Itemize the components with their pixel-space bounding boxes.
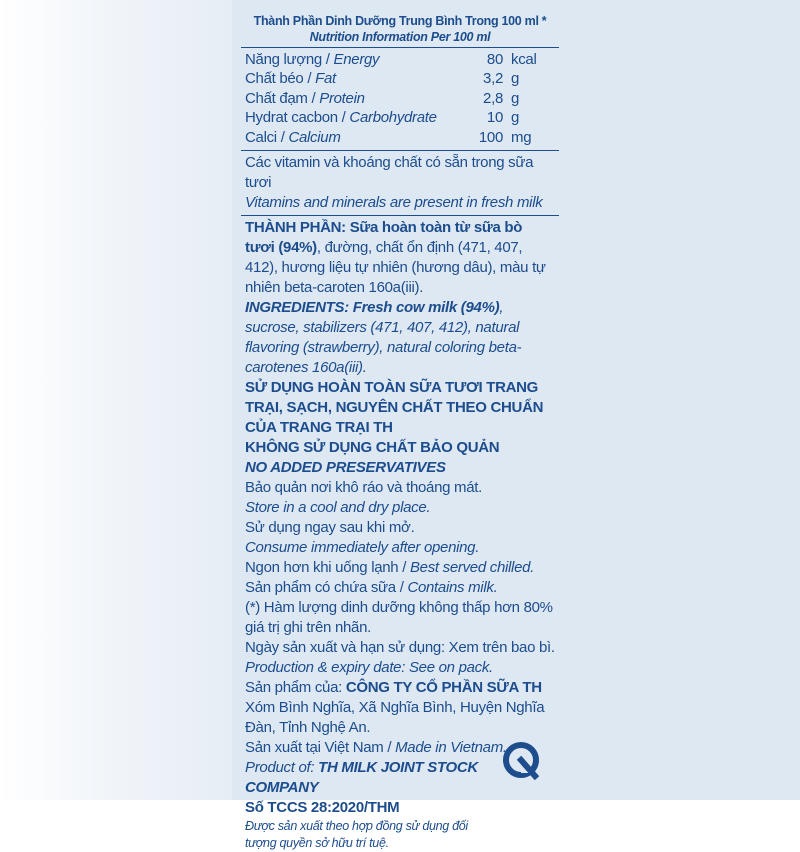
nutrient-value: 2,8 [483, 89, 503, 107]
nutrition-row [245, 128, 555, 148]
nutrient-name-en: Calcium [288, 128, 341, 146]
nutrition-row [245, 50, 555, 70]
nutrient-name-vn: Hydrat cacbon / [245, 109, 350, 127]
nutrient-value: 3,2 [483, 70, 503, 88]
farm-claim: SỬ DỤNG HOÀN TOÀN SỮA TƯƠI TRANG TRẠI, SẠCH, NGUYÊN CHẤT THEO CHUẨN CỦA TRANG TRẠI TH [245, 378, 544, 436]
company-en: TH MILK JOINT STOCK COMPANY [245, 758, 478, 796]
nutrient-value: 100 [478, 128, 503, 146]
nutrition-label [245, 13, 555, 852]
nutrient-name-en: Carbohydrate [349, 109, 437, 127]
nutrient-value: 80 [486, 50, 503, 68]
nutrition-table [245, 50, 555, 148]
vitamins-note-en: Vitamins and minerals are present in fresh milk [245, 193, 543, 211]
nutrient-unit: mg [511, 128, 532, 146]
dates-vn: Ngày sản xuất và hạn sử dụng: Xem trên bao bì. [245, 638, 555, 656]
address: Xóm Bình Nghĩa, Xã Nghĩa Bình, Huyện Nghĩa Đàn, Tỉnh Nghệ An. [245, 698, 545, 736]
nutrient-value: 10 [486, 109, 503, 127]
nutrition-title-en: Nutrition Information Per 100 ml [309, 30, 491, 44]
nutrition-row [245, 109, 555, 129]
ingredients-vn-head: THÀNH PHẦN: Sữa hoàn toàn từ sữa bò tươi (94%) [245, 218, 523, 256]
nutrient-name-en: Energy [333, 50, 380, 68]
nutrition-title-vn: Thành Phần Dinh Dưỡng Trung Bình Trong 100 ml * [253, 14, 547, 28]
carton-side-background [0, 0, 232, 800]
chilled-en: Best served chilled. [409, 558, 535, 576]
storage-vn: Bảo quản nơi khô ráo và thoáng mát. [245, 478, 483, 496]
product-of-vn-label: Sản phẩm của: [245, 678, 346, 696]
made-in-vn: Sản xuất tại Việt Nam / [245, 738, 396, 756]
ingredients-en [245, 298, 555, 378]
ingredients-vn [245, 218, 555, 298]
dates-en: Production & expiry date: See on pack. [245, 658, 493, 676]
company-vn: CÔNG TY CỔ PHẦN SỮA TH [345, 678, 542, 696]
nutrition-row [245, 70, 555, 90]
nutrient-unit: g [511, 109, 520, 127]
footnote: (*) Hàm lượng dinh dưỡng không thấp hơn 80% giá trị ghi trên nhãn. [245, 598, 553, 636]
vitamins-note-vn: Các vitamin và khoáng chất có sẵn trong sữa tươi [245, 153, 534, 191]
license-note: Được sản xuất theo hợp đồng sử dụng đối tượng quyền sở hữu trí tuệ. [245, 818, 468, 850]
no-preservative-vn: KHÔNG SỬ DỤNG CHẤT BẢO QUẢN [245, 438, 500, 456]
contains-vn: Sản phẩm có chứa sữa / [245, 578, 408, 596]
chilled-vn: Ngon hơn khi uống lạnh / [245, 558, 410, 576]
nutrient-name-vn: Calci / [245, 128, 289, 146]
nutrient-name-en: Fat [315, 70, 336, 88]
divider [241, 215, 559, 216]
use-en: Consume immediately after opening. [245, 538, 480, 556]
nutrient-name-en: Protein [319, 89, 365, 107]
nutrient-unit: g [511, 89, 520, 107]
no-preservative-en: NO ADDED PRESERVATIVES [245, 458, 446, 476]
nutrient-unit: g [511, 70, 520, 88]
contains-en: Contains milk. [407, 578, 498, 596]
standard-number: Số TCCS 28:2020/THM [245, 798, 400, 816]
divider [241, 150, 559, 151]
made-in-en: Made in Vietnam. [395, 738, 507, 756]
contains-note [245, 578, 555, 598]
nutrition-row [245, 89, 555, 109]
nutrient-name-vn: Chất đạm / [245, 89, 320, 107]
storage-en: Store in a cool and dry place. [245, 498, 431, 516]
nutrient-name-vn: Chất béo / [245, 70, 316, 88]
divider [241, 47, 559, 48]
nutrient-unit: kcal [511, 50, 537, 68]
quality-mark-icon [501, 740, 541, 780]
ingredients-vn-rest: , đường, chất ổn định (471, 407, 412), hương liệu tự nhiên (hương dâu), màu tự nhiên beta-caroten 160a(iii). [245, 238, 546, 296]
nutrient-name-vn: Năng lượng / [245, 50, 334, 68]
product-of-vn [245, 678, 555, 698]
use-vn: Sử dụng ngay sau khi mở. [245, 518, 415, 536]
product-of-en-label: Product of: [245, 758, 319, 776]
chilled-note [245, 558, 555, 578]
ingredients-en-head: INGREDIENTS: Fresh cow milk (94%) [245, 298, 500, 316]
ingredients-en-rest: , sucrose, stabilizers (471, 407, 412), natural flavoring (strawberry), natural coloring beta-carotenes 160a(iii). [245, 298, 522, 376]
